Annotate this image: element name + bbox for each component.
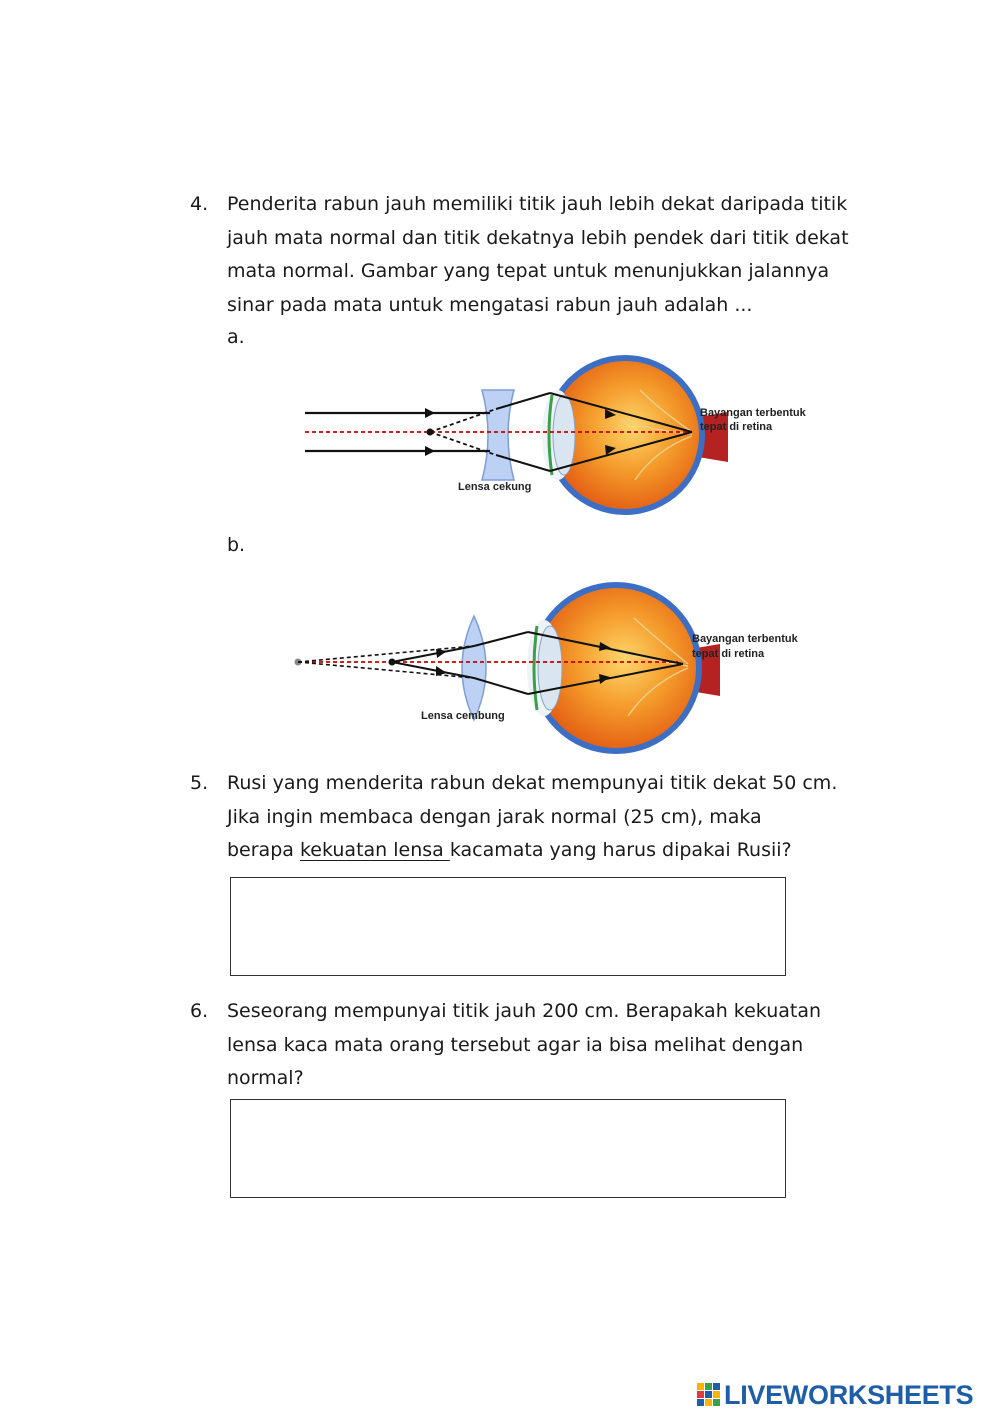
question-line <box>227 834 870 868</box>
image-caption: tepat di retina <box>700 421 773 433</box>
image-caption: tepat di retina <box>692 648 765 660</box>
question-number: 5. <box>190 772 209 794</box>
answer-box-q6[interactable] <box>230 1099 786 1198</box>
eye-lens <box>553 395 575 475</box>
question-line: lensa kaca mata orang tersebut agar ia bisa melihat dengan <box>227 1033 804 1056</box>
diagram-concave-lens[interactable] <box>300 350 830 518</box>
virtual-ray <box>298 646 474 662</box>
option-b-label[interactable]: b. <box>227 534 246 556</box>
convex-lens-shape <box>462 616 486 720</box>
option-a-label[interactable]: a. <box>227 326 245 348</box>
question-line: sinar pada mata untuk mengatasi rabun jauh adalah ... <box>227 293 753 316</box>
question-5 <box>190 767 870 868</box>
underlined-term: kekuatan lensa <box>299 839 450 861</box>
question-line: normal? <box>227 1067 304 1089</box>
arrow-icon <box>436 666 447 676</box>
answer-box-q5[interactable] <box>230 877 786 976</box>
arrow-icon <box>425 446 435 456</box>
liveworksheets-logo <box>697 1378 973 1412</box>
question-line: Jika ingin membaca dengan jarak normal (25 cm), maka <box>227 805 762 828</box>
logo-text: LIVEWORKSHEETS <box>724 1379 974 1410</box>
lens-label: Lensa cembung <box>421 710 505 722</box>
question-line: jauh mata normal dan titik dekatnya lebih pendek dari titik dekat <box>227 226 849 249</box>
question-number: 6. <box>190 1000 209 1022</box>
question-number: 4. <box>190 193 209 215</box>
question-line: Rusi yang menderita rabun dekat mempunyai titik dekat 50 cm. <box>227 772 838 794</box>
question-text-part: kacamata yang harus dipakai Rusii? <box>449 839 792 861</box>
question-6 <box>190 995 870 1096</box>
image-caption: Bayangan terbentuk <box>700 407 806 419</box>
logo-icon <box>697 1383 721 1407</box>
arrow-icon <box>425 408 435 418</box>
concave-lens-shape <box>482 390 514 480</box>
lens-label: Lensa cekung <box>458 481 532 493</box>
arrow-icon <box>436 649 447 658</box>
virtual-ray <box>298 662 474 678</box>
question-line: Penderita rabun jauh memiliki titik jauh lebih dekat daripada titik <box>227 193 848 215</box>
question-text-part: berapa <box>227 839 300 861</box>
image-caption: Bayangan terbentuk <box>692 633 798 645</box>
question-line: Seseorang mempunyai titik jauh 200 cm. Berapakah kekuatan <box>227 1000 822 1022</box>
question-line: mata normal. Gambar yang tepat untuk menunjukkan jalannya <box>227 260 830 282</box>
question-4 <box>190 188 870 322</box>
diagram-convex-lens[interactable] <box>288 576 844 754</box>
